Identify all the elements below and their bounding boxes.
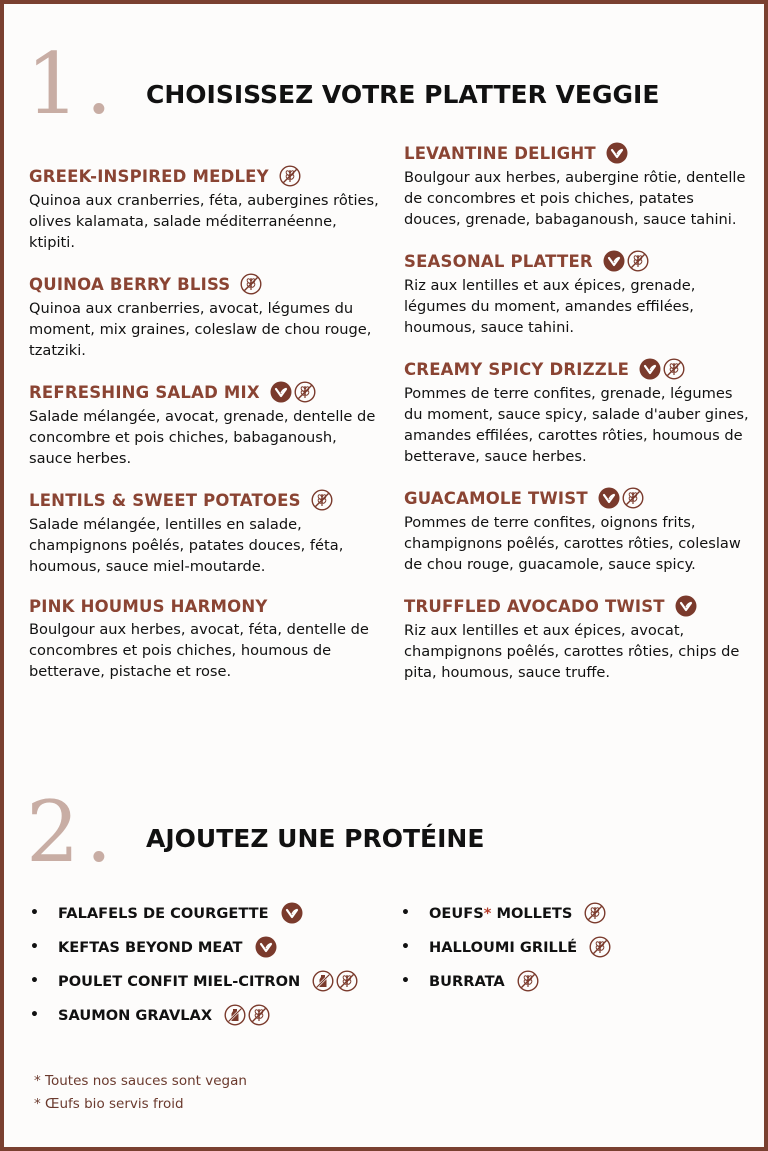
platter-title	[29, 381, 379, 403]
platter-item	[404, 142, 754, 230]
bullet: •	[30, 973, 39, 989]
diet-badges	[603, 250, 649, 272]
gluten-free-icon	[294, 381, 316, 403]
diet-badges	[675, 595, 697, 617]
protein-item	[30, 964, 358, 998]
bullet: •	[401, 905, 410, 921]
platter-title	[404, 358, 754, 380]
gluten-free-icon	[517, 970, 539, 992]
protein-name-rest: MOLLETS	[491, 904, 573, 922]
gluten-free-icon	[248, 1004, 270, 1026]
gluten-free-icon	[589, 936, 611, 958]
protein-name	[429, 939, 577, 956]
gluten-free-icon	[663, 358, 685, 380]
gluten-free-icon	[311, 489, 333, 511]
protein-name-text: BURRATA	[429, 972, 505, 990]
platter-name: TRUFFLED AVOCADO TWIST	[404, 596, 665, 616]
bullet: •	[30, 905, 39, 921]
platter-name: SEASONAL PLATTER	[404, 251, 593, 271]
platter-name: GUACAMOLE TWIST	[404, 488, 588, 508]
platter-name: LENTILS & SWEET POTATOES	[29, 490, 301, 510]
lactose-free-icon	[224, 1004, 246, 1026]
gluten-free-icon	[584, 902, 606, 924]
protein-item	[401, 964, 611, 998]
protein-name	[58, 1007, 212, 1024]
bullet: •	[30, 939, 39, 955]
protein-name-text: OEUFS	[429, 904, 484, 922]
platter-title	[404, 250, 754, 272]
platter-name: CREAMY SPICY DRIZZLE	[404, 359, 630, 379]
section-title-protein: AJOUTEZ UNE PROTÉINE	[146, 824, 485, 853]
protein-name	[429, 905, 572, 922]
platter-title	[29, 489, 379, 511]
bullet: •	[401, 939, 410, 955]
proteins-left-list	[30, 896, 358, 1032]
platter-item	[404, 595, 754, 683]
protein-name	[58, 939, 243, 956]
protein-item	[30, 998, 358, 1032]
footnote-sauces: * Toutes nos sauces sont vegan	[34, 1073, 247, 1089]
platter-name: LEVANTINE DELIGHT	[404, 143, 596, 163]
protein-name-text: FALAFELS DE COURGETTE	[58, 904, 269, 922]
protein-item	[401, 930, 611, 964]
step-number-2: 2.	[26, 783, 119, 881]
protein-name-text: HALLOUMI GRILLÉ	[429, 938, 578, 956]
diet-badges	[517, 970, 539, 992]
platter-item	[29, 273, 379, 361]
platters-right-column	[404, 142, 754, 703]
gluten-free-icon	[336, 970, 358, 992]
protein-item	[30, 930, 358, 964]
protein-name	[58, 905, 269, 922]
platter-item	[404, 487, 754, 575]
platter-name: GREEK-INSPIRED MEDLEY	[29, 166, 269, 186]
protein-name-text: KEFTAS BEYOND MEAT	[58, 938, 243, 956]
vegan-icon	[255, 936, 277, 958]
platter-description: Pommes de terre confites, grenade, légumes du moment, sauce spicy, salade d'auber gines, amandes effilées, carottes rôties, houmous de betterave, sauce herbes.	[404, 385, 749, 465]
bullet: •	[30, 1007, 39, 1023]
footnotes	[34, 1070, 247, 1116]
protein-name-text: SAUMON GRAVLAX	[58, 1006, 213, 1024]
diet-badges	[224, 1004, 270, 1026]
proteins-right-list	[401, 896, 611, 998]
platter-title	[404, 142, 754, 164]
gluten-free-icon	[279, 165, 301, 187]
platter-description: Salade mélangée, avocat, grenade, dentelle de concombre et pois chiches, babaganoush, sauce herbes.	[29, 408, 376, 467]
gluten-free-icon	[622, 487, 644, 509]
platter-description: Riz aux lentilles et aux épices, avocat, champignons poêlés, carottes rôties, chips de pita, houmous, sauce truffe.	[404, 622, 740, 681]
platter-description: Quinoa aux cranberries, féta, aubergines rôties, olives kalamata, salade méditerranéenne, ktipiti.	[29, 192, 379, 251]
diet-badges	[639, 358, 685, 380]
platter-description: Quinoa aux cranberries, avocat, légumes du moment, mix graines, coleslaw de chou rouge, tzatziki.	[29, 300, 372, 359]
platter-name: REFRESHING SALAD MIX	[29, 382, 260, 402]
platter-item	[29, 489, 379, 577]
footnote-eggs: * Œufs bio servis froid	[34, 1096, 184, 1112]
gluten-free-icon	[627, 250, 649, 272]
diet-badges	[311, 489, 333, 511]
diet-badges	[281, 902, 303, 924]
bullet: •	[401, 973, 410, 989]
section-title-platters: CHOISISSEZ VOTRE PLATTER VEGGIE	[146, 80, 660, 109]
vegan-icon	[606, 142, 628, 164]
step-number-1: 1.	[26, 35, 119, 133]
diet-badges	[270, 381, 316, 403]
diet-badges	[606, 142, 628, 164]
platter-title	[404, 595, 754, 617]
lactose-free-icon	[312, 970, 334, 992]
vegan-icon	[639, 358, 661, 380]
diet-badges	[255, 936, 277, 958]
diet-badges	[598, 487, 644, 509]
platter-description: Boulgour aux herbes, avocat, féta, dentelle de concombres et pois chiches, houmous de betterave, pistache et rose.	[29, 621, 369, 680]
vegan-icon	[603, 250, 625, 272]
vegan-icon	[270, 381, 292, 403]
protein-name-text: POULET CONFIT MIEL-CITRON	[58, 972, 301, 990]
platter-description: Salade mélangée, lentilles en salade, champignons poêlés, patates douces, féta, houmous, sauce miel-moutarde.	[29, 516, 344, 575]
platter-title	[29, 597, 379, 616]
platter-name: PINK HOUMUS HARMONY	[29, 597, 268, 616]
vegan-icon	[675, 595, 697, 617]
platter-item	[29, 381, 379, 469]
platter-description: Pommes de terre confites, oignons frits, champignons poêlés, carottes rôties, coleslaw de chou rouge, guacamole, sauce spicy.	[404, 514, 741, 573]
protein-name	[58, 973, 300, 990]
diet-badges	[312, 970, 358, 992]
platter-item	[404, 250, 754, 338]
platter-title	[29, 165, 379, 187]
platter-item	[29, 597, 379, 682]
asterisk: *	[483, 904, 492, 922]
vegan-icon	[281, 902, 303, 924]
diet-badges	[279, 165, 301, 187]
platter-title	[29, 273, 379, 295]
platter-name: QUINOA BERRY BLISS	[29, 274, 231, 294]
platters-left-column	[29, 165, 379, 702]
protein-item	[401, 896, 611, 930]
diet-badges	[240, 273, 262, 295]
platter-item	[29, 165, 379, 253]
platter-description: Riz aux lentilles et aux épices, grenade, légumes du moment, amandes effilées, houmous, sauce tahini.	[404, 277, 696, 336]
platter-item	[404, 358, 754, 467]
gluten-free-icon	[240, 273, 262, 295]
protein-name	[429, 973, 505, 990]
platter-title	[404, 487, 754, 509]
diet-badges	[584, 902, 606, 924]
vegan-icon	[598, 487, 620, 509]
diet-badges	[589, 936, 611, 958]
platter-description: Boulgour aux herbes, aubergine rôtie, dentelle de concombres et pois chiches, patates douces, grenade, babaganoush, sauce tahini.	[404, 169, 746, 228]
protein-item	[30, 896, 358, 930]
